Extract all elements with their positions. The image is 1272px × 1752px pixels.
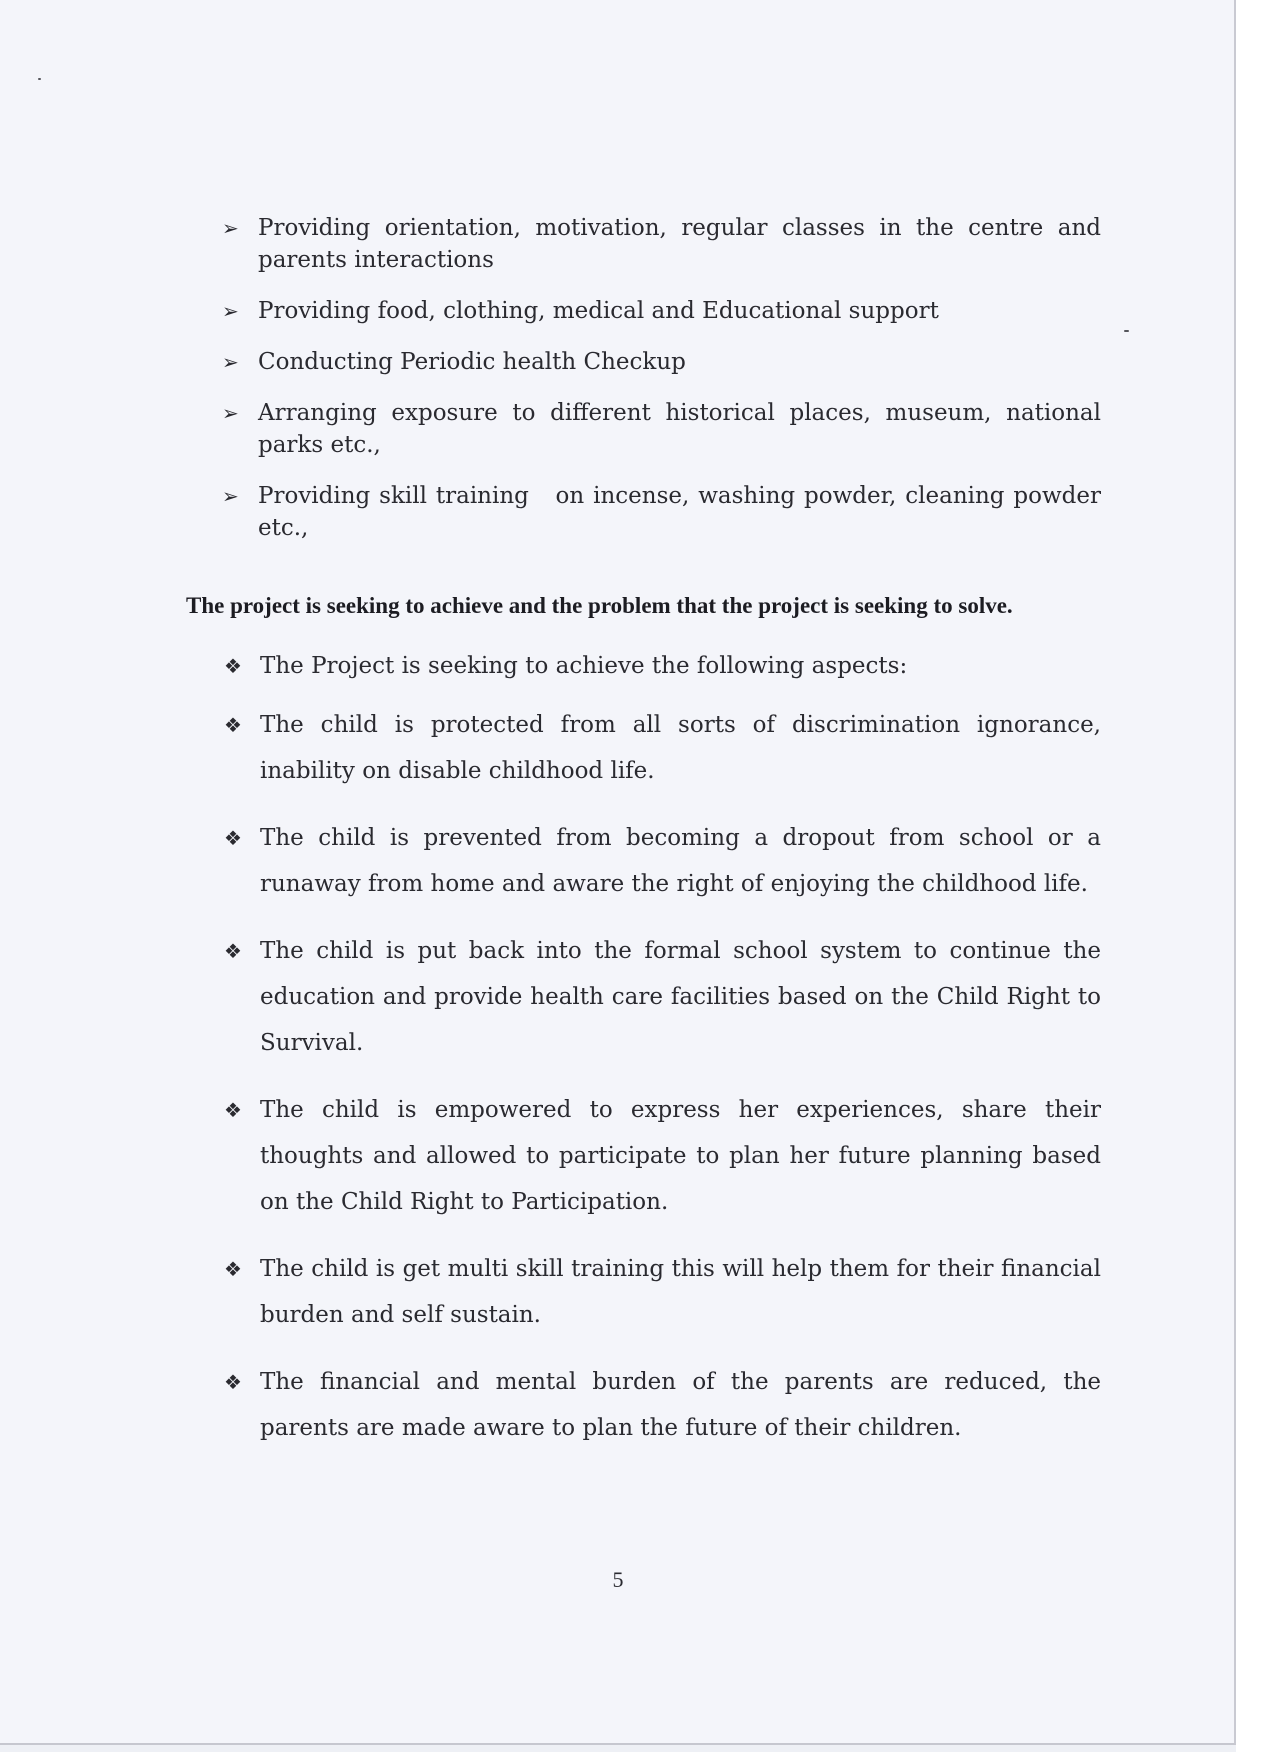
list-item-text: Arranging exposure to different historical places, museum, national parks etc.,: [258, 400, 1101, 458]
arrow-bullet-icon: ➢: [222, 484, 239, 508]
list-item: [186, 212, 1101, 276]
activities-list: [186, 212, 1109, 544]
list-item: [186, 643, 1101, 689]
list-item-text: The child is protected from all sorts of discrimination ignorance, inability on disable childhood life.: [260, 712, 1101, 784]
scan-speck: [38, 78, 41, 80]
list-item-text: Providing skill training on incense, washing powder, cleaning powder etc.,: [258, 483, 1109, 541]
diamond-bullet-icon: ❖: [224, 939, 242, 963]
list-item-text: Providing food, clothing, medical and Educational support: [258, 298, 939, 324]
list-item-text: Providing orientation, motivation, regular classes in the centre and parents interactions: [258, 215, 1101, 273]
list-item: [186, 815, 1101, 907]
diamond-bullet-icon: ❖: [224, 713, 242, 737]
page-content: [186, 212, 1109, 1472]
list-item: [186, 702, 1101, 794]
scan-speck: [1124, 330, 1129, 332]
arrow-bullet-icon: ➢: [222, 299, 239, 323]
list-item: [186, 295, 1101, 327]
list-item-text: The child is put back into the formal school system to continue the education and provide health care facilities based on the Child Right to Survival.: [260, 938, 1101, 1056]
arrow-bullet-icon: ➢: [222, 216, 239, 240]
arrow-bullet-icon: ➢: [222, 401, 239, 425]
list-item: [186, 1359, 1101, 1451]
section-heading: The project is seeking to achieve and the problem that the project is seeking to solve.: [186, 593, 1013, 618]
diamond-bullet-icon: ❖: [224, 826, 242, 850]
aspects-list: [186, 643, 1101, 1451]
list-item: [186, 397, 1101, 461]
list-item: [186, 480, 1109, 544]
list-item-text: The child is empowered to express her experiences, share their thoughts and allowed to participate to plan her future planning based on the Child Right to Participation.: [260, 1097, 1101, 1215]
list-item: [186, 1087, 1101, 1225]
page-number: 5: [612, 1567, 624, 1592]
arrow-bullet-icon: ➢: [222, 350, 239, 374]
diamond-bullet-icon: ❖: [224, 1257, 242, 1281]
list-item: [186, 928, 1101, 1066]
diamond-bullet-icon: ❖: [224, 1370, 242, 1394]
list-item-text: The Project is seeking to achieve the following aspects:: [260, 653, 908, 679]
list-item-text: The child is prevented from becoming a dropout from school or a runaway from home and aware the right of enjoying the childhood life.: [260, 825, 1101, 897]
list-item: [186, 346, 1101, 378]
list-item-text: The child is get multi skill training this will help them for their financial burden and self sustain.: [260, 1256, 1101, 1328]
list-item: [186, 1246, 1101, 1338]
list-item-text: The financial and mental burden of the parents are reduced, the parents are made aware to plan the future of their children.: [260, 1369, 1101, 1441]
diamond-bullet-icon: ❖: [224, 654, 242, 678]
scan-margin: [1236, 0, 1272, 1752]
list-item-text: Conducting Periodic health Checkup: [258, 349, 686, 375]
diamond-bullet-icon: ❖: [224, 1098, 242, 1122]
